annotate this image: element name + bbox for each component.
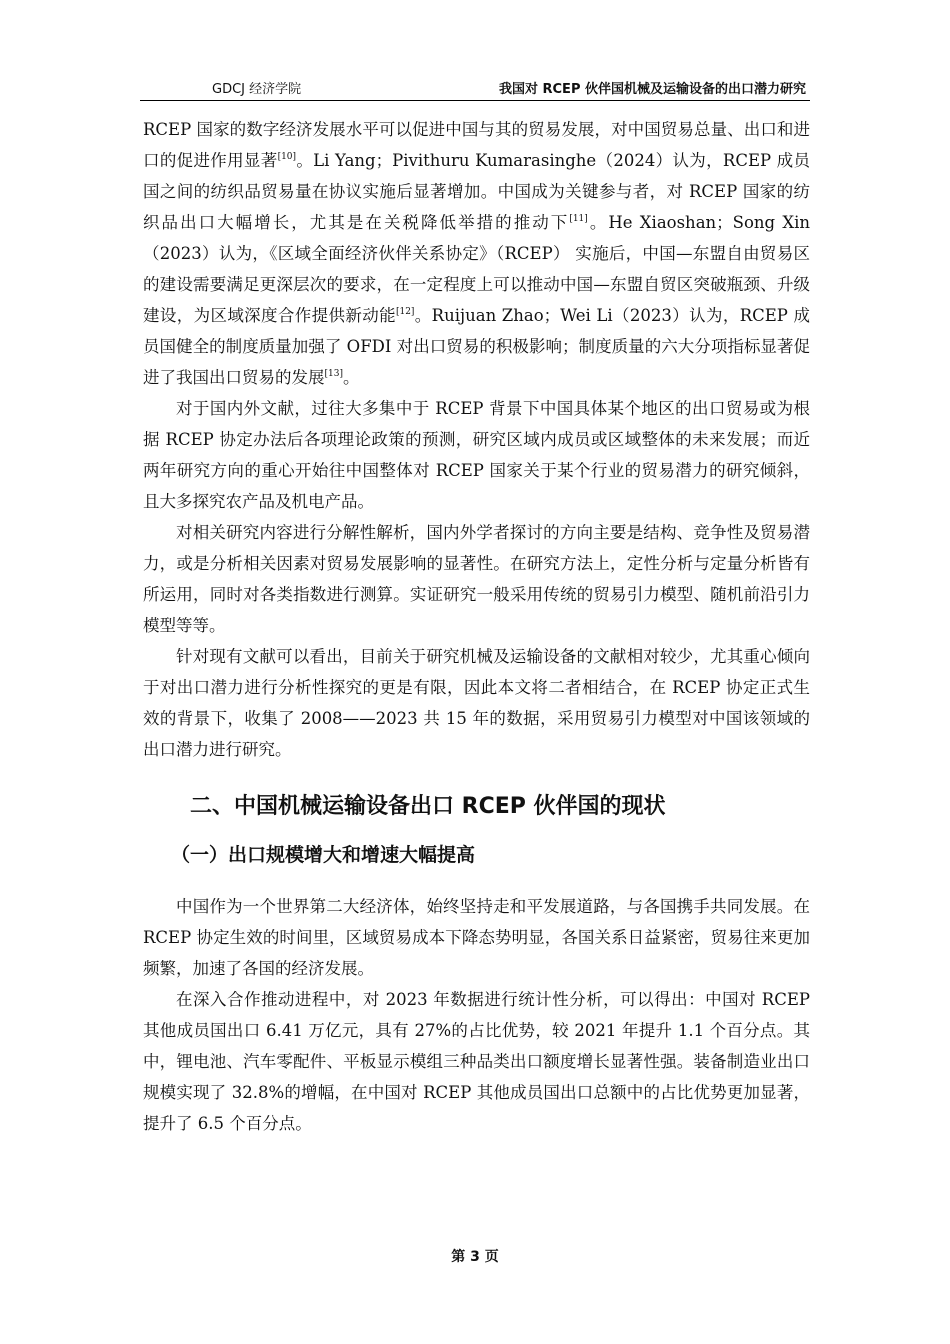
section-heading: 二、中国机械运输设备出口 RCEP 伙伴国的现状 xyxy=(190,794,666,819)
paragraph-literature-3: 对相关研究内容进行分解性解析，国内外学者探讨的方向主要是结构、竞争性及贸易潜力，或是分析相关因素对贸易发展影响的显著性。在研究方法上，定性分析与定量分析皆有所运用，同时对各类指数进行测算。实证研究一般采用传统的贸易引力模型、随机前沿引力模型等等。 xyxy=(143,523,810,635)
header-left: GDCJ 经济学院 xyxy=(212,82,302,97)
page-header xyxy=(140,74,810,101)
paragraph-literature-2: 对于国内外文献，过往大多集中于 RCEP 背景下中国具体某个地区的出口贸易或为根据 RCEP 协定办法后各项理论政策的预测，研究区域内成员或区域整体的未来发展；而近两年研究方向的重心开始往中国整体对 RCEP 国家关于某个行业的贸易潜力的研究倾斜，且大多探究农产品及机电产品。 xyxy=(143,399,810,511)
paragraph-literature-1: RCEP 国家的数字经济发展水平可以促进中国与其的贸易发展，对中国贸易总量、出口和进口的促进作用显著[10]。Li Yang；Pivithuru Kumarasinghe（2024）认为，RCEP 成员国之间的纺织品贸易量在协议实施后显著增加。中国成为关键参与者，对 RCEP 国家的纺织品出口大幅增长，尤其是在关税降低举措的推动下[11]。He Xiaoshan；Song Xin（2023）认为，《区域全面经济伙伴关系协定》（RCEP） 实施后，中国—东盟自由贸易区的建设需要满足更深层次的要求，在一定程度上可以推动中国—东盟自贸区突破瓶颈、升级建设，为区域深度合作提供新动能[12]。Ruijuan Zhao；Wei Li（2023）认为，RCEP 成员国健全的制度质量加强了 OFDI 对出口贸易的积极影响；制度质量的六大分项指标显著促进了我国出口贸易的发展[13]。 xyxy=(143,120,811,387)
document-body xyxy=(143,114,810,1139)
header-right: 我国对 RCEP 伙伴国机械及运输设备的出口潜力研究 xyxy=(498,82,806,97)
page-number: 第 3 页 xyxy=(451,1249,499,1265)
paragraph-literature-4: 针对现有文献可以看出，目前关于研究机械及运输设备的文献相对较少，尤其重心倾向于对出口潜力进行分析性探究的更是有限，因此本文将二者相结合，在 RCEP 协定正式生效的背景下，收集了 2008——2023 共 15 年的数据，采用贸易引力模型对中国该领域的出口潜力进行研究。 xyxy=(143,647,810,759)
citation: [13] xyxy=(324,369,343,379)
subsection-heading: （一）出口规模增大和增速大幅提高 xyxy=(171,844,476,866)
paragraph-status-1: 中国作为一个世界第二大经济体，始终坚持走和平发展道路，与各国携手共同发展。在 RCEP 协定生效的时间里，区域贸易成本下降态势明显，各国关系日益紧密，贸易往来更加频繁，加速了各国的经济发展。 xyxy=(143,897,810,978)
citation: [12] xyxy=(395,307,415,317)
paragraph-status-2: 在深入合作推动进程中，对 2023 年数据进行统计性分析，可以得出：中国对 RCEP 其他成员国出口 6.41 万亿元，具有 27%的占比优势，较 2021 年提升 1.1 个百分点。其中，锂电池、汽车零配件、平板显示模组三种品类出口额度增长显著性强。装备制造业出口规模实现了 32.8%的增幅，在中国对 RCEP 其他成员国出口总额中的占比优势更加显著，提升了 6.5 个百分点。 xyxy=(143,990,810,1133)
citation: [10] xyxy=(277,152,297,162)
citation: [11] xyxy=(569,214,588,224)
